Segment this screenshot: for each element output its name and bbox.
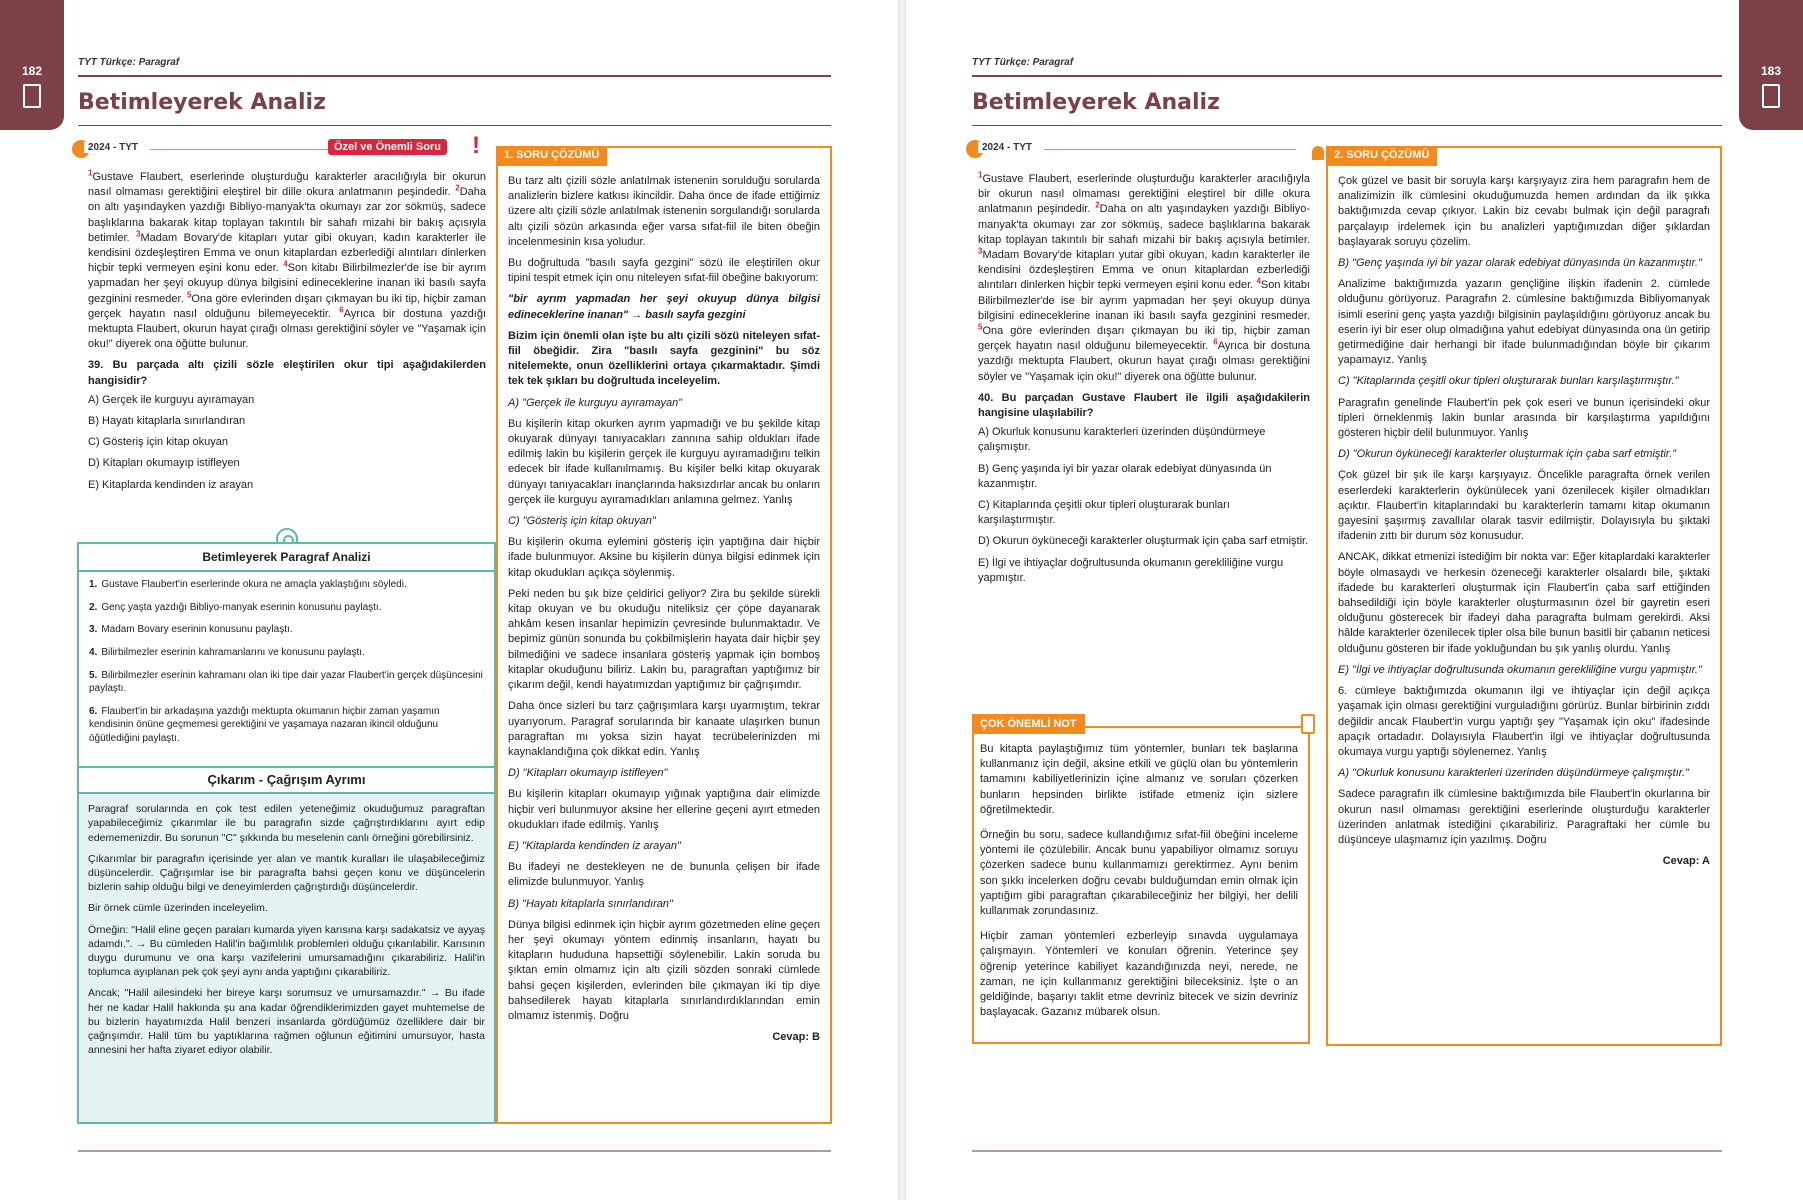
notebook-icon xyxy=(1301,714,1315,734)
solution-paragraph: Daha önce sizleri bu tarz çağrışımlara karşı uyarmıştım, tekrar uyarıyorum. Paragraf sorularında bir kanaate ulaşırken bunun paragraftan mı yoksa sizin hayat tecrübelerinizden mi kaynaklandığına çok dikkat edin. Yanlış xyxy=(508,700,820,758)
inference-paragraph: Çıkarımlar bir paragrafın içerisinde yer alan ve mantık kuralları ile ulaşabileceğimiz düşüncelerdir. Çağrışımlar ise bir paragrafta bahsi geçen konu ve düşüncelerin bizlerin sahip olduğu bilgi ve deneyimlerden çağrıştırdığı düşüncelerdir. xyxy=(88,852,485,894)
option-heading: A) "Okurluk konusunu karakterleri üzerinden düşündürmeye çalışmıştır." xyxy=(1338,767,1689,780)
option-d[interactable]: D) Kitapları okumayıp istifleyen xyxy=(88,457,240,470)
option-d[interactable]: D) Okurun öyküneceği karakterler oluşturmak için çaba sarf etmiştir. xyxy=(978,535,1309,548)
special-question-badge: Özel ve Önemli Soru xyxy=(328,139,447,155)
header-rule xyxy=(78,75,831,77)
option-heading: D) "Kitapları okumayıp istifleyen" xyxy=(508,767,668,780)
analysis-item: 1. Gustave Flaubert'in eserlerinde okura ne amaçla yaklaştığını söyledi. xyxy=(89,579,407,590)
solution-paragraph: Bu tarz altı çizili sözle anlatılmak istenenin sorulduğu sorularda analizlerin bizlere katkısı ikincildir. Daha önce de ifade ettiğimiz üzere altı çizili sözle anlatılmak istenenin sorgulandığı sorularda altı çizili sözün arkasında eğer varsa sıfat-fiil ile biten öbeğin incelenmesinin kısa yoludur. xyxy=(508,175,820,248)
sentence-text: Gustave Flaubert, eserlerinde oluşturduğu karakterler aracılığıyla bir okurun nasıl olmaması gerektiğini eleştirel bir dille okura anlatmanın peşindedir. xyxy=(88,171,486,199)
solution-box xyxy=(496,146,832,1124)
solution-paragraph: Paragrafın genelinde Flaubert'in pek çok eseri ve bunun içerisindeki okur tipleri örneklenmiş lakin bunlar arasında bir karşılaştırma yapıldığını gösteren hiçbir delil bulunmuyor. Yanlış xyxy=(1338,396,1710,440)
sentence-number: 6 xyxy=(339,305,344,315)
question-stem: 39. Bu parçada altı çizili sözle eleştirilen okur tipi aşağıdakilerden hangisidir? xyxy=(88,359,486,387)
question-rule xyxy=(1044,149,1296,150)
note-paragraph: Bu kitapta paylaştığımız tüm yöntemler, bunları tek başlarına kullanmanız için değil, aksine etkili ve güçlü olan bu yöntemlerin tamamını kabiliyetlerinizin içine almanız ve soruları çözerken bunların hepsinden birlikte istifade etmeniz için sizlere öğretilmektedir. xyxy=(980,743,1298,816)
sentence-number: 1 xyxy=(88,168,93,178)
book-gutter xyxy=(898,0,906,1200)
page-number-tab xyxy=(1739,0,1803,130)
solution-title: 2. SORU ÇÖZÜMÜ xyxy=(1326,146,1437,166)
page-number-tab xyxy=(0,0,64,130)
analysis-box xyxy=(77,542,496,769)
sentence-text: Ayrıca bir dostuna yazdığı mektupta Flaubert, okurun hayat çırağı olması gerektiğini söyler ve "Yaşamak için oku!" diyerek ona öğütte bulunur. xyxy=(88,307,486,351)
answer-options xyxy=(978,425,1310,586)
solution-paragraph: "bir ayrım yapmadan her şeyi okuyup dünya bilgisi edineceklerine inanan" → basılı sayfa gezgini xyxy=(508,293,820,321)
solution-paragraph: Bizim için önemli olan işte bu altı çizili sözü niteleyen sıfat-fiil öbeğidir. Zira "basılı sayfa gezginini" bu söz nitelemekte, onun özelliklerini ortaya çıkarmaktadır. Şimdi tek tek şıkları bu doğrultuda inceleyelim. xyxy=(508,329,820,388)
solution-text xyxy=(1338,174,1710,869)
sentence-text: Daha on altı yaşındayken yazdığı Bibliyo-manyak'ta okumayı zar zor sökmüş, sadece başlıklarına bakarak kitap toplayan takıntılı bir sahafı mizahi bir bakış açısıyla betimler. xyxy=(88,186,486,244)
option-heading: B) "Genç yaşında iyi bir yazar olarak edebiyat dünyasında ün kazanmıştır." xyxy=(1338,257,1702,270)
option-a[interactable]: A) Okurluk konusunu karakterleri üzerinden düşündürmeye çalışmıştır. xyxy=(978,426,1266,454)
answer-options xyxy=(88,393,486,493)
solution-paragraph: Peki neden bu şık bize çeldirici geliyor? Zira bu şekilde sürekli kitap okuyan ve bu okuduğu niteliksiz çer çöpe dayanarak ahkâm kesen insanlar hepimizin çevresinde bulunmaktadır. Ve bepimiz günün sonunda bu çokbilmişlerin hayata dair hiçbir şey bilmediğini ve sadece insanlara gösteriş yapmak için bomboş kitaplar okuduğunu biliriz. Lakin bu, paragraftan yaptığımız bir çıkarım değil, kendi hayatımızdan yaptığımız bir çağrışımdır. xyxy=(508,587,820,692)
title-rule xyxy=(78,125,831,126)
solution-paragraph: Bu kişilerin okuma eylemini gösteriş için yaptığına dair hiçbir ifade bulunmuyor. Aksine bu kişilerin dünya bilgisi edinmek için kitap okudukları açıkça söylenmiş. xyxy=(508,536,820,579)
running-head: TYT Türkçe: Paragraf xyxy=(78,57,180,68)
sentence-text: Gustave Flaubert, eserlerinde oluşturduğu karakterler aracılığıyla bir okurun nasıl olmaması gerektiğini eleştirel bir dille okura anlatmanın peşindedir. xyxy=(978,173,1310,216)
solution-box xyxy=(1326,146,1722,1046)
left-page xyxy=(0,0,898,1200)
exam-tag: 2024 - TYT xyxy=(978,142,1036,153)
solution-paragraph: 6. cümleye baktığımızda okumanın ilgi ve ihtiyaçlar için değil açıkça yaşamak için olması gerektiğini vurguladığını görürüz. Bunlar birbirinin zıddı değildir ancak Flaubert'in vurgu yaptığı şey "Yaşamak için oku" ifadesinde apaçık ortadadır. Dolayısıyla Flaubert'in ilgi ve ihtiyaçlar doğrultusunda okumaya vurgu yaptığı söylenemez. Yanlış xyxy=(1338,685,1710,758)
sentence-text: Ayrıca bir dostuna yazdığı mektupta Flaubert, okurun hayat çırağı olması gerektiğini söyler ve "Yaşamak için oku!" diyerek ona öğütte bulunur. xyxy=(978,340,1310,383)
solution-text xyxy=(508,174,820,1045)
sentence-number: 1 xyxy=(978,170,983,180)
solution-paragraph: Analizime baktığımızda yazarın gençliğine ilişkin ifadenin 2. cümlede olduğunu görüyoruz. Paragrafın 2. cümlesine baktığımızda Bibliyomanyak isimli eserini genç yaşta yazdığı bilgisinin paylaşıldığını görüyoruz ancak bu eserin iyi bir eser olup olmadığına yahut edebiyat dünyasında ona ün getirip getirmediğine dair herhangi bir ifade bulunmadığından böyle bir çıkarım yapamayız. Yanlış xyxy=(1338,278,1710,367)
sentence-number: 3 xyxy=(978,246,983,256)
sentence-number: 5 xyxy=(978,322,983,332)
option-heading: A) "Gerçek ile kurguyu ayıramayan" xyxy=(508,396,683,409)
inference-paragraph: Paragraf sorularında en çok test edilen yeteneğimiz okuduğumuz paragraftan yapabileceğimiz çıkarımlar ile bu paragrafın sizde çağrıştırdıklarını ayırt edip edememenizdir. Bu sorunun "C" şıkkında bu meselenin canlı örneğini görebilirsiniz. xyxy=(88,803,485,844)
sentence-number: 2 xyxy=(455,183,460,193)
sentence-text: Madam Bovary'de kitapları yutar gibi okuyan, kadın karakterler ile kendisini özdeşleştiren Emma ve onun kitaplardan ezberlediği alıntıları dinlerken hiçbir tepki vermeyen eşini konu eder. xyxy=(978,249,1310,292)
analysis-item: 5. Bilirbilmezler eserinin kahramanı olan iki tipe dair yazar Flaubert'in gerçek düşüncesini paylaştı. xyxy=(89,669,483,695)
sentence-number: 4 xyxy=(283,259,288,269)
sentence-number: 4 xyxy=(1256,276,1261,286)
option-c[interactable]: C) Gösteriş için kitap okuyan xyxy=(88,436,228,449)
sentence-text: Son kitabı Bilirbilmezler'de ise bir ayrım yapmadan her şeyi okuyup dünya bilgisini edineceklerine inanan iki basılı sayfa gezginini resmeder. xyxy=(978,279,1310,322)
option-e[interactable]: E) İlgi ve ihtiyaçlar doğrultusunda okumanın gerekliliğine vurgu yapmıştır. xyxy=(978,556,1284,584)
analysis-item: 2. Genç yaşta yazdığı Bibliyo-manyak eserinin konusunu paylaştı. xyxy=(89,601,382,613)
running-head: TYT Türkçe: Paragraf xyxy=(972,57,1074,68)
solution-paragraph: Çok güzel bir şık ile karşı karşıyayız. Öncelikle paragrafta örnek verilen eserlerdeki karakterlerin öykünülecek yani özenilecek kişiler olmadıkları açıktır. Flaubert'in kitaplarındaki bu karakterlerin tamamı kitap okumanın gayesini şaşırmış zavallılar olarak tasvir edilmiştir. Dolayısıyla bu şıktaki ifadenin zıttı bir durum söz konusudur. xyxy=(1338,469,1710,543)
sentence-text: Son kitabı Bilirbilmezler'de ise bir ayrım yapmadan her şeyi okuyup dünya bilgisini edineceklerine inanan iki basılı sayfa gezginini resmeder. xyxy=(88,262,486,305)
question-header xyxy=(966,140,1306,158)
sentence-text: Ona göre evlerinden dışarı çıkmayan bu iki tip, hiçbir zaman gerçek hayatın nasıl olduğunu bilemeyecektir. xyxy=(978,325,1310,353)
option-e[interactable]: E) Kitaplarda kendinden iz arayan xyxy=(88,478,254,491)
analysis-item: 6. Flaubert'in bir arkadaşına yazdığı mektupta okumanın hiçbir zaman yaşamın kendisinin önüne geçmemesi gerektiğini ve yaşamaya nazaran ikincil olduğunu öğütlediğini paylaştı. xyxy=(89,705,440,745)
important-note-box xyxy=(972,718,1310,1044)
note-text xyxy=(980,742,1298,1030)
footer-rule xyxy=(972,1150,1722,1152)
exclamation-icon: ! xyxy=(472,132,480,159)
solution-title: 1. SORU ÇÖZÜMÜ xyxy=(496,146,607,166)
sentence-number: 3 xyxy=(136,229,141,239)
solution-paragraph: Sadece paragrafın ilk cümlesine baktığımızda bile Flaubert'in okurlarına bir okurun nasıl olmaması gerektiğini eserlerinde oluşturduğu karakterler üzerinden anlatmak istediğini çıkarabiliriz. Paragraftaki her cümle bu düşünceye ulaşmamız için yazılmış. Doğru xyxy=(1338,788,1710,846)
inference-paragraph: Bir örnek cümle üzerinden inceleyelim. xyxy=(88,902,268,915)
solution-paragraph: ANCAK, dikkat etmenizi istediğim bir nokta var: Eğer kitaplardaki karakterler böyle olmasaydı ve herkesin özeneceği karakterler olsalardı bile, şıktaki ifadede bu karakterleri oluşturmak için Flaubert'in çaba sarf ettiğinden bahsedildiği için böyle karakterler oluşturmasının özel bir gayretin eseri olduğunu gösterecek bir ifadeyi daha paragrafta bulmam gerekirdi. Aksi hâlde karakterler özenilecek tipler olsa bile bunun basitli bir çabanın neticesi olduğunu gösteren bir ifade yokluğundan bu şık yanlış olurdu. Yanlış xyxy=(1338,551,1710,655)
inference-title: Çıkarım - Çağrışım Ayrımı xyxy=(79,768,494,794)
page-number: 183 xyxy=(1760,64,1782,78)
passage-column xyxy=(978,172,1310,592)
sentence-text: Ona göre evlerinden dışarı çıkmayan bu iki tip, hiçbir zaman gerçek hayatın nasıl olduğunu bilemeyecektir. xyxy=(88,292,486,320)
option-heading: D) "Okurun öyküneceği karakterler oluşturmak için çaba sarf etmiştir." xyxy=(1338,448,1677,461)
passage-column xyxy=(88,170,486,499)
analysis-item: 3. Madam Bovary eserinin konusunu paylaştı. xyxy=(89,624,293,636)
option-c[interactable]: C) Kitaplarında çeşitli okur tipleri oluşturarak bunları karşılaştırmıştır. xyxy=(978,499,1230,527)
inference-paragraph: Örneğin: "Halil eline geçen paraları kumarda yiyen karısına karşı sadakatsiz ve ayyaş adamdı.". → Bu cümleden Halil'in bağımlılık problemleri olduğu çıkarılabilir. Karısının duygu durumunu ve ona karşı vazifelerini umursamadığını çıkarabiliriz. Halil'in toplumca ayıplanan pek çok şeyi aynı anda yaptığını çıkarabiliriz. xyxy=(88,923,485,979)
solution-paragraph: Çok güzel ve basit bir soruyla karşı karşıyayız zira hem paragrafın hem de analizimizin ilk cümlesini okuduğumuzda hemen ardından da ilk şıkka baktığımızda cevap çıkıyor. Lakin biz cevabı bulmak için değil paragrafı parçalayıp irdelemek için bu analizleri yaptığımızdan diğer şıklardan başlayarak soruyu çözelim. xyxy=(1338,175,1710,248)
solution-paragraph: Bu doğrultuda "basılı sayfa gezgini" sözü ile eleştirilen okur tipini tespit etmek için onu niteleyen sıfat-fiil öbeğine bakıyorum: xyxy=(508,257,820,285)
option-heading: C) "Gösteriş için kitap okuyan" xyxy=(508,515,656,528)
solution-paragraph: Bu ifadeyi ne destekleyen ne de bununla çelişen bir ifade elimizde bulunmuyor. Yanlış xyxy=(508,861,820,889)
option-b[interactable]: B) Genç yaşında iyi bir yazar olarak edebiyat dünyasında ün kazanmıştır. xyxy=(978,462,1272,490)
solution-paragraph: Dünya bilgisi edinmek için hiçbir ayrım gözetmeden eline geçen her şeyi okumayı yöntem edinmiş insanların, hayatı bu kitapların hududuna hapsettiği söylenebilir. Lakin soruda bu şıktan emin olmamız için altı çizili sözden sonraki cümlede bahsi geçen kişilerden, evlerinden bile çıkmayan iki tip diye bahsedilerek hayatı kitaplarla sınırlandırdıklarından emin olmamız istenmiş. Doğru xyxy=(508,918,820,1022)
inference-paragraph: Ancak; "Halil ailesindeki her bireye karşı sorumsuz ve umursamazdır." → Bu ifade her ne kadar Halil hakkında şu ana kadar öğrendiklerimizden gayet muhtemelse de bu bizlerin hayatımızda Halil benzeri insanlarda gördüğümüz özelliklere dair bir çağrışımdır. Halil tüm bu yaptıklarına rağmen oğlunun eğitimini umursuyor, hasta annesini her hafta ziyaret ediyor olabilir. xyxy=(88,987,485,1057)
note-title: ÇOK ÖNEMLİ NOT xyxy=(972,714,1085,734)
solution-paragraph: Bu kişilerin kitap okurken ayrım yapmadığı ve bu şekilde kitap okuyarak dünyayı tanıyacakları zannına sahip oldukları ifade edilmiş lakin bu kişilerin gerçek ile kurguyu ayıramadığını telkin edecek bir ifade kullanılmamış. Bu kişiler belki kitap okuyarak dünyayı tanıyacakları inançlarında haksızdırlar ancak bu onların gerçek ile kurguyu ayıramadıkları anlamına gelmez. Yanlış xyxy=(508,417,820,506)
page-title: Betimleyerek Analiz xyxy=(78,90,326,115)
right-page xyxy=(906,0,1803,1200)
sentence-number: 2 xyxy=(1095,200,1100,210)
note-paragraph: Örneğin bu soru, sadece kullandığımız sıfat-fiil öbeğini inceleme yöntemi ile çözülebilir. Ancak bunu yapabiliyor olmamız soruyu çözerken sadece bunu kullanmamızı gerektirmez. Aynı benim son şıkkı incelerken doğru cevabı bulduğumdan emin olmak için yaptığım gibi paragraftan çıkarabileceğiniz her bilgiyi, her delili kullanmak zorundasınız. xyxy=(980,829,1298,918)
option-a[interactable]: A) Gerçek ile kurguyu ayıramayan xyxy=(88,393,255,406)
answer-label: Cevap: B xyxy=(772,1031,820,1044)
sentence-text: Madam Bovary'de kitapları yutar gibi okuyan, kadın karakterler ile kendisini özdeşleştiren Emma ve onun kitaplardan ezberlediği alıntıları dinlerken hiçbir tepki vermeyen eşini konu eder. xyxy=(88,231,486,275)
option-b[interactable]: B) Hayatı kitaplarla sınırlandıran xyxy=(88,415,246,428)
answer-label: Cevap: A xyxy=(1662,855,1710,868)
question-stem: 40. Bu parçadan Gustave Flaubert ile ilgili aşağıdakilerin hangisine ulaşılabilir? xyxy=(978,391,1310,420)
analysis-title: Betimleyerek Paragraf Analizi xyxy=(79,544,494,572)
page-number: 182 xyxy=(21,64,43,78)
book-icon xyxy=(1762,84,1780,108)
sentence-number: 6 xyxy=(1213,337,1218,347)
exam-tag: 2024 - TYT xyxy=(84,142,142,153)
option-heading: B) "Hayatı kitaplarla sınırlandıran" xyxy=(508,897,673,910)
option-heading: E) "İlgi ve ihtiyaçlar doğrultusunda okumanın gerekliliğine vurgu yapmıştır." xyxy=(1338,663,1702,676)
title-rule xyxy=(972,125,1722,126)
analysis-item: 4. Bilirbilmezler eserinin kahramanlarını ve konusunu paylaştı. xyxy=(89,646,365,658)
page-title: Betimleyerek Analiz xyxy=(972,90,1220,115)
option-heading: C) "Kitaplarında çeşitli okur tipleri oluşturarak bunları karşılaştırmıştır." xyxy=(1338,375,1679,388)
footer-rule xyxy=(78,1150,831,1152)
sentence-number: 5 xyxy=(186,289,192,299)
bell-icon xyxy=(1312,146,1324,160)
analysis-list xyxy=(79,572,494,761)
sentence-text: Daha on altı yaşındayken yazdığı Bibliyo-manyak'ta okumayı zar zor sökmüş, sadece başlıklarına bakarak kitap toplayan takıntılı bir sahafı mizahi bir bakış açısıyla betimler. xyxy=(978,203,1311,246)
solution-paragraph: Bu kişilerin kitapları okumayıp yığınak yaptığına dair elimizde hiçbir veri bulunmuyor aksine her ellerine geçeni ayırt etmeden okudukları ifade edilmiş. Yanlış xyxy=(508,788,820,831)
option-heading: E) "Kitaplarda kendinden iz arayan" xyxy=(508,839,681,852)
reading-passage xyxy=(88,170,486,352)
reading-passage xyxy=(978,172,1310,385)
book-icon xyxy=(23,84,41,108)
header-rule xyxy=(972,75,1722,77)
inference-box xyxy=(77,766,496,1124)
note-paragraph: Hiçbir zaman yöntemleri ezberleyip sınavda uygulamaya çalışmayın. Yöntemleri ve konuları öğrenin. Yeterince şey öğrenip yeterince kabiliyet kazandığınızda neyi, nerede, ne zaman, ne için kullanmanız gerektiğini bileceksiniz. İşte o an geldiğinde, başarıyı taklit etme devriniz bitecek ve sizin devriniz başlayacak. Gazanız mübarek olsun. xyxy=(980,930,1298,1019)
